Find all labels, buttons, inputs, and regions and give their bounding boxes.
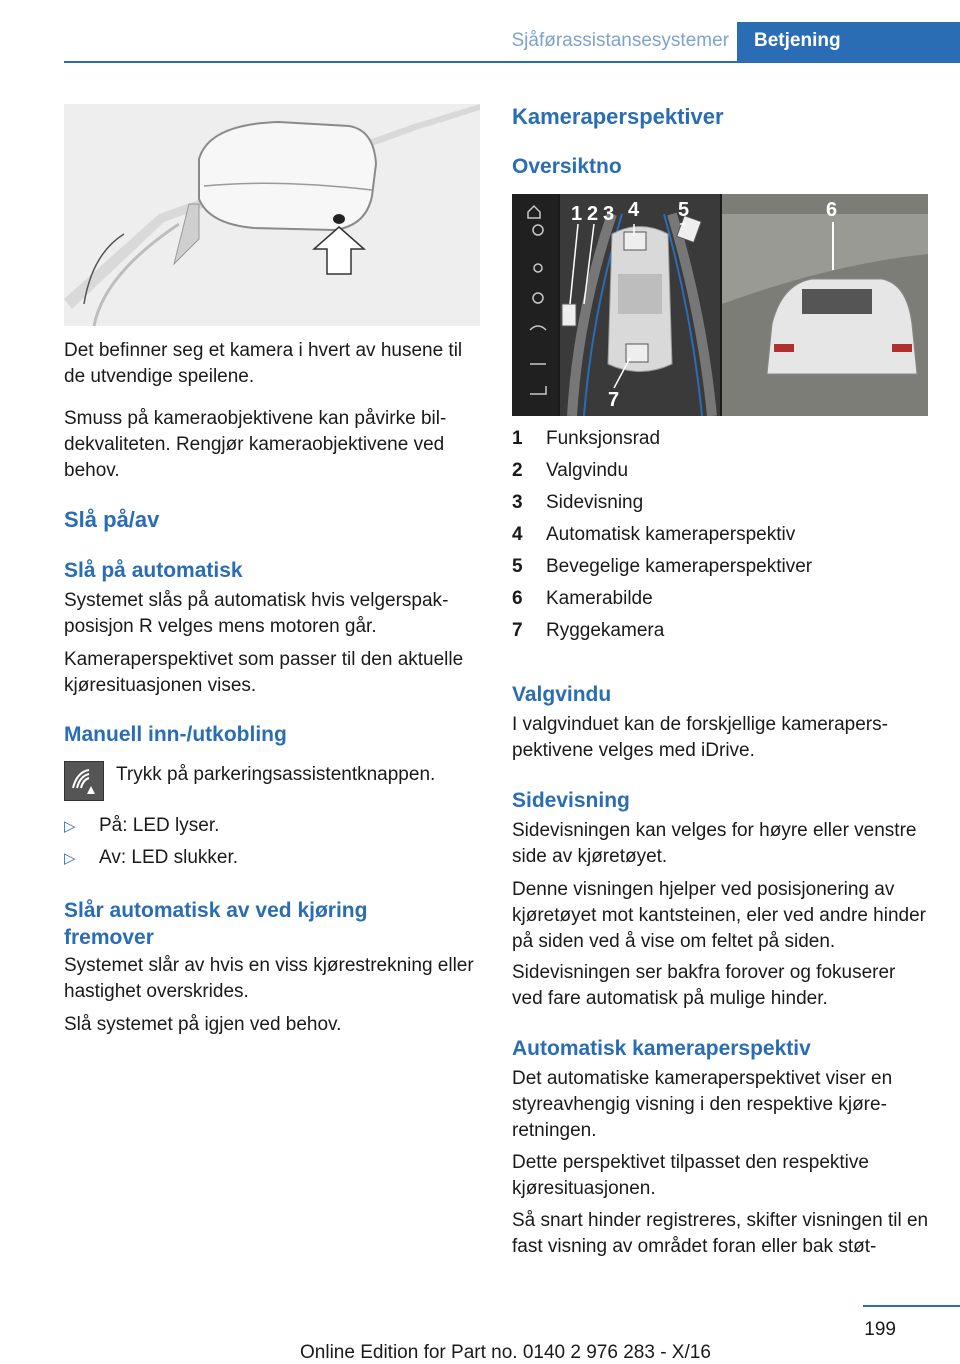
figure-label-3: 3: [603, 203, 615, 225]
heading-automatic-perspective: Automatisk kameraperspektiv: [512, 1037, 811, 1060]
figure-label-7: 7: [608, 389, 620, 411]
paragraph-auto-on: Systemet slås på automatisk hvis velgerspakposisjon R velges mens motoren går.: [64, 590, 449, 637]
paragraph-perspective-shown: Kameraperspektivet som passer til den aktuelle kjøresituasjonen vises.: [64, 649, 464, 696]
heading-selection-window: Valgvindu: [512, 683, 612, 706]
paragraph-automatic-perspective-1: Det automatiske kameraperspektivet viser en styreavhengig visning i den respektive kjøreretningen.: [512, 1068, 893, 1141]
bullet-triangle-icon: ▷: [64, 850, 76, 867]
paragraph-lens-dirt: Smuss på kameraobjektivene kan påvirke bildekvaliteten. Rengjør kameraobjektivene ved behov.: [64, 408, 447, 481]
header-rule: [64, 61, 960, 63]
camera-display-drawing: [512, 194, 928, 416]
paragraph-press-button: Trykk på parkeringsassistentknappen.: [116, 764, 436, 785]
figure-label-1: 1: [571, 203, 583, 225]
paragraph-side-view-3: Sidevisningen ser bakfra forover og fokuserer ved fare automatisk på mulige hinder.: [512, 962, 896, 1009]
heading-side-view: Sidevisning: [512, 789, 630, 812]
camera-overview-screenshot: [512, 194, 928, 416]
paragraph-automatic-perspective-3: Så snart hinder registreres, skifter visningen til en fast visning av området foran eller bak støt-: [512, 1210, 929, 1257]
mirror-camera-illustration: [64, 104, 480, 326]
edition-footer: Online Edition for Part no. 0140 2 976 283 - X/16: [300, 1342, 711, 1363]
footer-rule: [863, 1305, 960, 1307]
mirror-drawing: [64, 104, 480, 326]
paragraph-selection-window: I valgvinduet kan de forskjellige kameraperspektivene velges med iDrive.: [512, 714, 888, 761]
chapter-tab: [737, 22, 960, 63]
figure-label-4: 4: [628, 199, 640, 221]
heading-manual-switch: Manuell inn-/utkobling: [64, 723, 287, 746]
heading-switch-on-off: Slå på/av: [64, 507, 160, 532]
paragraph-auto-off: Systemet slår av hvis en viss kjørestrekning eller hastighet overskrides.: [64, 955, 474, 1002]
page-number: 199: [864, 1319, 896, 1340]
paragraph-automatic-perspective-2: Dette perspektivet tilpasset den respektive kjøresituasjonen.: [512, 1152, 869, 1199]
paragraph-switch-on-again: Slå systemet på igjen ved behov.: [64, 1014, 342, 1035]
paragraph-side-view-2: Denne visningen hjelper ved posisjonering av kjøretøyet mot kantsteinen, eler ved andre hinder på siden ved å vise om feltet på siden.: [512, 879, 926, 952]
paragraph-side-view-1: Sidevisningen kan velges for høyre eller venstre side av kjøretøyet.: [512, 820, 917, 867]
paragraph-camera-location: Det befinner seg et kamera i hvert av husene til de utvendige speilene.: [64, 340, 463, 387]
heading-camera-perspectives: Kameraperspektiver: [512, 104, 724, 129]
figure-label-6: 6: [826, 199, 838, 221]
parking-assistant-button-icon: [64, 761, 104, 801]
heading-auto-off: Slår automatisk av ved kjøring fremover: [64, 899, 368, 949]
bullet-triangle-icon: ▷: [64, 818, 76, 835]
heading-auto-on: Slå på automatisk: [64, 559, 243, 582]
heading-overview: Oversiktno: [512, 155, 622, 178]
running-header-section: Sjåførassistansesystemer: [511, 30, 729, 51]
chapter-tab-label: Betjening: [754, 30, 841, 51]
figure-label-2: 2: [587, 203, 599, 225]
figure-label-5: 5: [678, 199, 690, 221]
